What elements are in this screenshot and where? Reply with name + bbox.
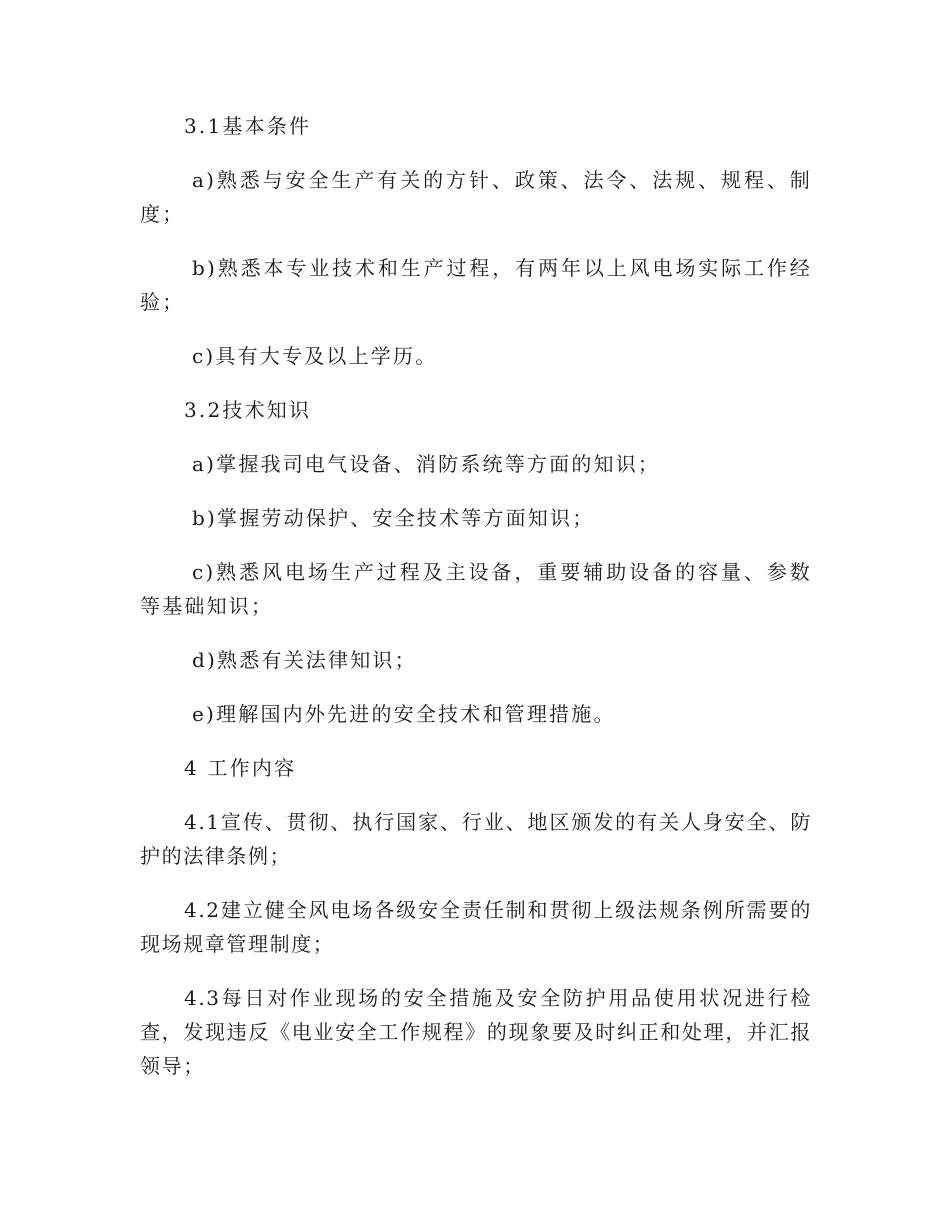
list-item-3-1-b: b)熟悉本专业技术和生产过程，有两年以上风电场实际工作经验；	[140, 256, 812, 314]
clause-4-1: 4.1宣传、贯彻、执行国家、行业、地区颁发的有关人身安全、防护的法律条例；	[140, 810, 812, 868]
clause-4-2: 4.2建立健全风电场各级安全责任制和贯彻上级法规条例所需要的现场规章管理制度；	[140, 898, 812, 956]
document-body	[140, 109, 812, 1103]
list-item-3-2-d: d)熟悉有关法律知识；	[192, 648, 417, 672]
list-item-3-2-b: b)掌握劳动保护、安全技术等方面知识；	[192, 506, 595, 530]
section-heading-3-1: 3.1基本条件	[184, 114, 312, 138]
section-heading-4: 4 工作内容	[184, 756, 297, 780]
list-item-3-2-e: e)理解国内外先进的安全技术和管理措施。	[192, 702, 616, 726]
list-item-3-1-a: a)熟悉与安全生产有关的方针、政策、法令、法规、规程、制度；	[140, 168, 812, 226]
clause-4-3: 4.3每日对作业现场的安全措施及安全防护用品使用状况进行检查，发现违反《电业安全工作规程》的现象要及时纠正和处理，并汇报领导；	[140, 986, 812, 1078]
list-item-3-2-c: c)熟悉风电场生产过程及主设备，重要辅助设备的容量、参数等基础知识；	[140, 560, 812, 618]
list-item-3-2-a: a)掌握我司电气设备、消防系统等方面的知识；	[192, 452, 661, 476]
section-heading-3-2: 3.2技术知识	[184, 398, 312, 422]
list-item-3-1-c: c)具有大专及以上学历。	[192, 344, 438, 368]
